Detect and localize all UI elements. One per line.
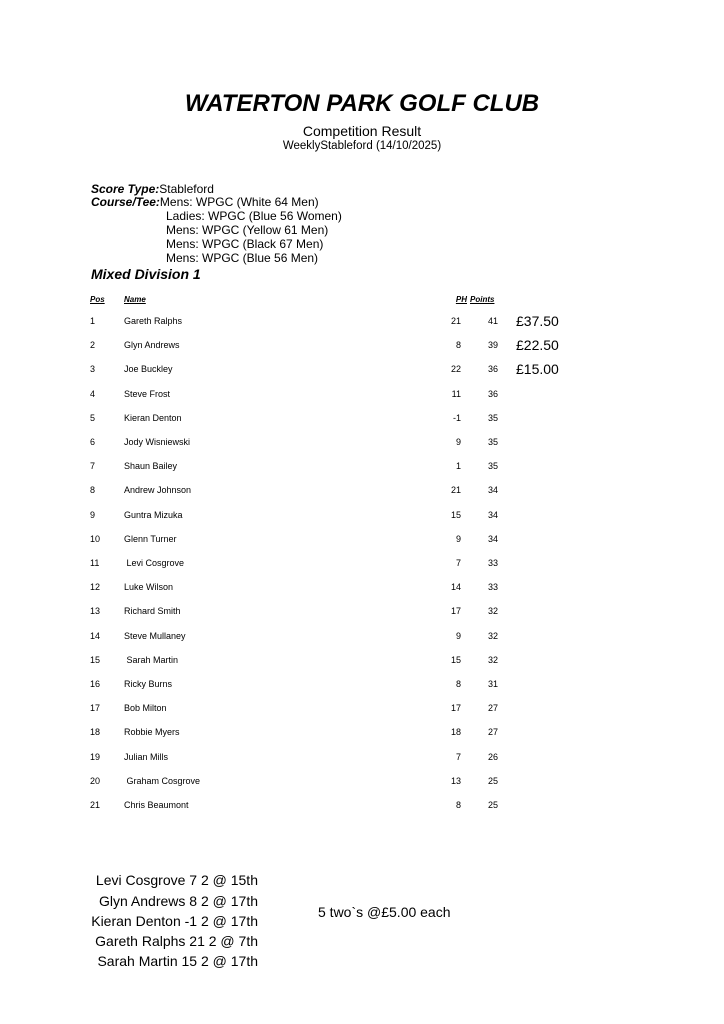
row-points: 33 — [487, 558, 498, 568]
row-pos: 5 — [90, 413, 96, 423]
row-name: Graham Cosgrove — [124, 776, 201, 786]
course-tee-value: Mens: WPGC (Blue 56 Men) — [166, 251, 319, 265]
twos-entry: Kieran Denton -1 2 @ 17th — [91, 913, 258, 929]
row-pos: 20 — [90, 776, 101, 786]
row-name: Kieran Denton — [124, 413, 182, 423]
row-name: Ricky Burns — [124, 679, 173, 689]
row-pos: 7 — [90, 461, 96, 471]
row-points: 26 — [487, 752, 498, 762]
division-title: Mixed Division 1 — [91, 266, 201, 282]
course-tee-value: Mens: WPGC (White 64 Men) — [159, 195, 319, 209]
course-tee — [91, 195, 319, 209]
row-ph: 18 — [450, 727, 461, 737]
row-pos: 9 — [90, 510, 96, 520]
row-points: 35 — [487, 437, 498, 447]
course-tee-value: Mens: WPGC (Black 67 Men) — [166, 237, 324, 251]
row-name: Chris Beaumont — [124, 800, 189, 810]
row-pos: 8 — [90, 485, 96, 495]
row-pos: 21 — [90, 800, 101, 810]
header-name: Name — [124, 295, 146, 304]
row-ph: 13 — [450, 776, 461, 786]
row-points: 34 — [487, 485, 498, 495]
row-name: Sarah Martin — [124, 655, 179, 665]
row-pos: 13 — [90, 606, 101, 616]
row-points: 39 — [487, 340, 498, 350]
row-name: Gareth Ralphs — [124, 316, 183, 326]
score-type-value: Stableford — [159, 182, 214, 196]
row-pos: 2 — [90, 340, 96, 350]
row-pos: 18 — [90, 727, 101, 737]
row-name: Julian Mills — [124, 752, 169, 762]
row-points: 35 — [487, 413, 498, 423]
row-points: 32 — [487, 655, 498, 665]
row-ph: 11 — [451, 389, 461, 399]
row-ph: 15 — [450, 510, 461, 520]
row-points: 27 — [487, 727, 498, 737]
row-ph: 17 — [450, 703, 461, 713]
row-pos: 6 — [90, 437, 96, 447]
score-type — [91, 182, 214, 196]
row-ph: 8 — [455, 800, 461, 810]
row-points: 35 — [487, 461, 498, 471]
row-ph: 1 — [455, 461, 461, 471]
row-points: 32 — [487, 631, 498, 641]
row-ph: 17 — [450, 606, 461, 616]
row-prize: £37.50 — [516, 313, 559, 329]
competition-title: Competition Result — [302, 123, 422, 139]
row-points: 34 — [487, 534, 498, 544]
score-type-label: Score Type: — [91, 182, 160, 196]
row-name: Robbie Myers — [124, 727, 180, 737]
row-name: Jody Wisniewski — [124, 437, 191, 447]
twos-entry: Glyn Andrews 8 2 @ 17th — [99, 893, 258, 909]
row-pos: 10 — [90, 534, 101, 544]
row-ph: 14 — [450, 582, 461, 592]
header-ph: PH — [455, 295, 467, 304]
row-name: Joe Buckley — [124, 364, 173, 374]
row-points: 36 — [487, 364, 498, 374]
row-pos: 12 — [90, 582, 101, 592]
twos-entry: Levi Cosgrove 7 2 @ 15th — [95, 872, 258, 888]
row-name: Shaun Bailey — [124, 461, 178, 471]
header-pos: Pos — [90, 295, 105, 304]
row-pos: 16 — [90, 679, 101, 689]
course-tee-value: Ladies: WPGC (Blue 56 Women) — [166, 209, 342, 223]
row-points: 34 — [487, 510, 498, 520]
row-points: 25 — [487, 800, 498, 810]
course-tee-label: Course/Tee: — [91, 195, 160, 209]
row-pos: 11 — [90, 558, 100, 568]
row-ph: 21 — [450, 485, 461, 495]
row-ph: -1 — [452, 413, 461, 423]
row-ph: 8 — [455, 679, 461, 689]
row-ph: 9 — [455, 437, 461, 447]
club-title: WATERTON PARK GOLF CLUB — [184, 90, 540, 117]
row-pos: 17 — [90, 703, 101, 713]
row-pos: 19 — [90, 752, 101, 762]
row-prize: £15.00 — [516, 361, 559, 377]
row-points: 36 — [487, 389, 498, 399]
row-ph: 7 — [455, 752, 461, 762]
row-ph: 7 — [455, 558, 461, 568]
row-name: Glenn Turner — [124, 534, 177, 544]
competition-name: WeeklyStableford (14/10/2025) — [282, 140, 442, 152]
row-pos: 4 — [90, 389, 96, 399]
row-pos: 3 — [90, 364, 96, 374]
header-points: Points — [470, 295, 495, 304]
row-ph: 22 — [450, 364, 461, 374]
twos-summary: 5 two`s @£5.00 each — [318, 904, 451, 920]
row-name: Luke Wilson — [124, 582, 174, 592]
row-points: 25 — [487, 776, 498, 786]
row-ph: 9 — [455, 534, 461, 544]
row-pos: 15 — [90, 655, 101, 665]
twos-entry: Sarah Martin 15 2 @ 17th — [97, 953, 258, 969]
row-name: Bob Milton — [124, 703, 167, 713]
row-name: Andrew Johnson — [124, 485, 192, 495]
row-name: Guntra Mizuka — [124, 510, 183, 520]
row-ph: 21 — [450, 316, 461, 326]
row-ph: 8 — [455, 340, 461, 350]
row-name: Levi Cosgrove — [124, 558, 185, 568]
row-points: 27 — [487, 703, 498, 713]
row-prize: £22.50 — [516, 337, 559, 353]
row-ph: 15 — [450, 655, 461, 665]
row-name: Richard Smith — [124, 606, 181, 616]
course-tee-value: Mens: WPGC (Yellow 61 Men) — [166, 223, 329, 237]
row-name: Steve Mullaney — [124, 631, 186, 641]
row-points: 31 — [487, 679, 498, 689]
row-name: Glyn Andrews — [124, 340, 180, 350]
twos-entry: Gareth Ralphs 21 2 @ 7th — [95, 933, 258, 949]
row-ph: 9 — [455, 631, 461, 641]
row-pos: 14 — [90, 631, 101, 641]
row-points: 41 — [487, 316, 498, 326]
row-points: 32 — [487, 606, 498, 616]
row-pos: 1 — [90, 316, 96, 326]
row-points: 33 — [487, 582, 498, 592]
row-name: Steve Frost — [124, 389, 171, 399]
